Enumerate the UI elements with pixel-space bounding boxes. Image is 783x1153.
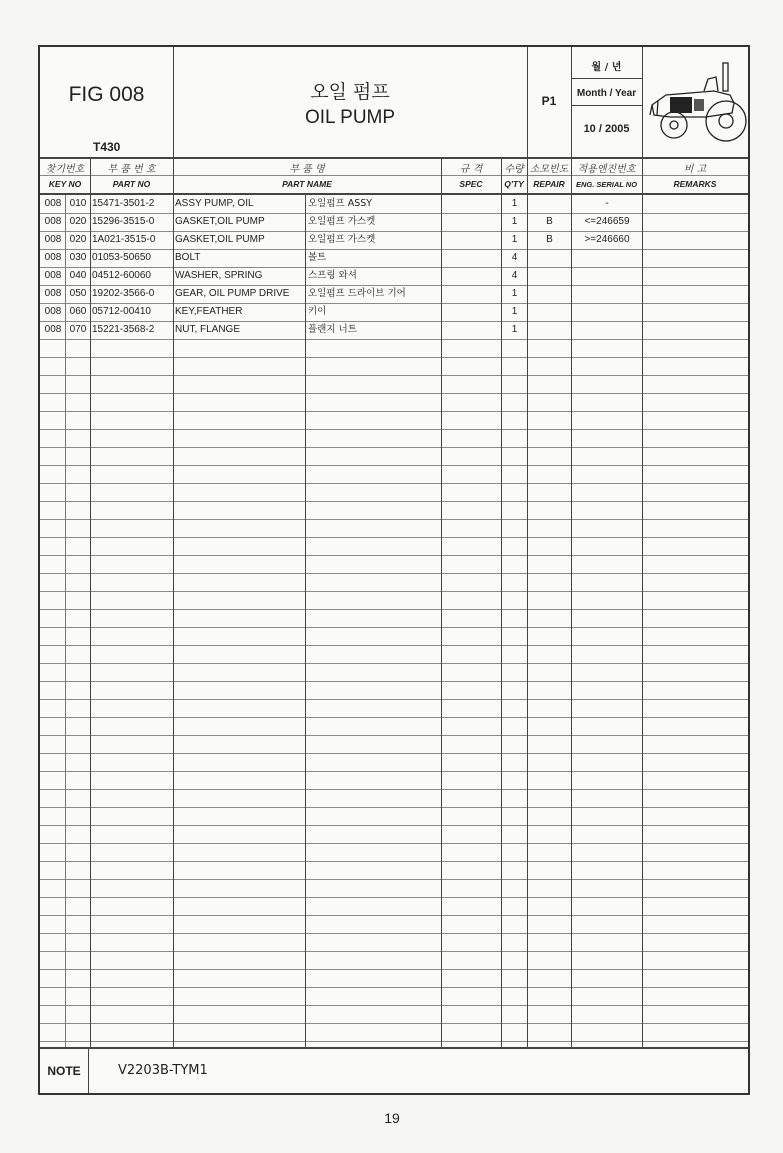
part-name-kr-cell: 오일펌프 가스켓 — [308, 234, 376, 245]
repair-cell: B — [546, 216, 553, 227]
part-name-kr-cell: 볼트 — [308, 252, 327, 263]
part-name-kr-cell: 오일펌프 가스켓 — [308, 216, 376, 227]
qty-cell: 4 — [511, 270, 518, 281]
part-no-cell: 19202-3566-0 — [92, 288, 155, 299]
col-key-en: KEY NO — [48, 179, 82, 189]
key-no-cell: 040 — [69, 270, 87, 281]
fig-cell: 008 — [44, 324, 62, 335]
fig-cell: 008 — [44, 216, 62, 227]
qty-cell: 1 — [511, 306, 518, 317]
part-no-cell: 1A021-3515-0 — [92, 234, 156, 245]
part-name-kr-cell: 키이 — [308, 306, 327, 317]
col-partname-en: PART NAME — [282, 179, 332, 189]
col-qty-en: Q'TY — [504, 179, 524, 189]
key-no-cell: 070 — [69, 324, 87, 335]
title-kr: 오일 펌프 — [310, 80, 390, 103]
qty-cell: 1 — [511, 216, 518, 227]
key-no-cell: 030 — [69, 252, 87, 263]
part-no-cell: 15471-3501-2 — [92, 198, 155, 209]
part-name-en-cell: NUT, FLANGE — [175, 324, 241, 335]
note-label: NOTE — [47, 1064, 81, 1078]
page-number: 19 — [384, 1110, 400, 1126]
part-no-cell: 15221-3568-2 — [92, 324, 155, 335]
fig-cell: 008 — [44, 288, 62, 299]
qty-cell: 1 — [511, 324, 518, 335]
col-qty-kr: 수량 — [504, 163, 524, 175]
serial-cell: >=246660 — [584, 234, 630, 245]
col-remarks-kr: 비 고 — [683, 163, 707, 175]
fig-cell: 008 — [44, 252, 62, 263]
qty-cell: 1 — [511, 198, 518, 209]
part-name-en-cell: ASSY PUMP, OIL — [175, 198, 254, 209]
key-no-cell: 060 — [69, 306, 87, 317]
qty-cell: 1 — [511, 234, 518, 245]
col-remarks-en: REMARKS — [673, 179, 717, 189]
col-spec-kr: 규 격 — [459, 163, 483, 175]
part-name-kr-cell: 오일펌프 ASSY — [308, 198, 373, 209]
part-no-cell: 05712-00410 — [92, 306, 151, 317]
date-value: 10 / 2005 — [583, 123, 630, 135]
fig-cell: 008 — [44, 198, 62, 209]
part-name-en-cell: GEAR, OIL PUMP DRIVE — [175, 288, 290, 299]
col-partno-en: PART NO — [112, 179, 151, 189]
part-no-cell: 01053-50650 — [92, 252, 151, 263]
part-name-en-cell: KEY,FEATHER — [175, 306, 243, 317]
qty-cell: 4 — [511, 252, 518, 263]
fig-cell: 008 — [44, 306, 62, 317]
col-partname-kr: 부 품 명 — [289, 163, 325, 175]
part-no-cell: 04512-60060 — [92, 270, 151, 281]
parts-sheet — [38, 45, 750, 1095]
tractor-icon — [644, 55, 748, 153]
fig-cell: 008 — [44, 234, 62, 245]
col-serial-kr: 적용엔진번호 — [577, 163, 636, 175]
col-spec-en: SPEC — [459, 179, 483, 189]
repair-cell: B — [546, 234, 553, 245]
serial-cell: - — [605, 198, 609, 209]
part-name-en-cell: GASKET,OIL PUMP — [175, 216, 265, 227]
model-label: T430 — [93, 140, 121, 154]
fig-cell: 008 — [44, 270, 62, 281]
part-name-en-cell: WASHER, SPRING — [175, 270, 263, 281]
page-code: P1 — [541, 94, 557, 108]
key-no-cell: 020 — [69, 234, 87, 245]
col-repair-kr: 소모빈도 — [529, 163, 569, 175]
col-repair-en: REPAIR — [533, 179, 565, 189]
key-no-cell: 050 — [69, 288, 87, 299]
col-partno-kr: 부 품 번 호 — [107, 163, 156, 175]
fig-label: FIG 008 — [68, 83, 145, 106]
key-no-cell: 010 — [69, 198, 87, 209]
title-en: OIL PUMP — [304, 107, 396, 128]
date-header-en: Month / Year — [576, 87, 637, 99]
part-name-en-cell: GASKET,OIL PUMP — [175, 234, 265, 245]
qty-cell: 1 — [511, 288, 518, 299]
part-name-kr-cell: 오일펌프 드라이브 기어 — [308, 288, 406, 299]
serial-cell: <=246659 — [584, 216, 630, 227]
key-no-cell: 020 — [69, 216, 87, 227]
part-no-cell: 15296-3515-0 — [92, 216, 155, 227]
col-serial-en: ENG. SERIAL NO — [575, 179, 638, 189]
note-value: V2203B-TYM1 — [118, 1063, 208, 1078]
part-name-kr-cell: 스프링 와셔 — [308, 270, 357, 281]
part-name-kr-cell: 플랜지 너트 — [308, 324, 357, 335]
part-name-en-cell: BOLT — [175, 252, 201, 263]
col-key-kr: 찾기번호 — [45, 163, 85, 175]
date-header-kr: 월 / 년 — [591, 61, 622, 73]
